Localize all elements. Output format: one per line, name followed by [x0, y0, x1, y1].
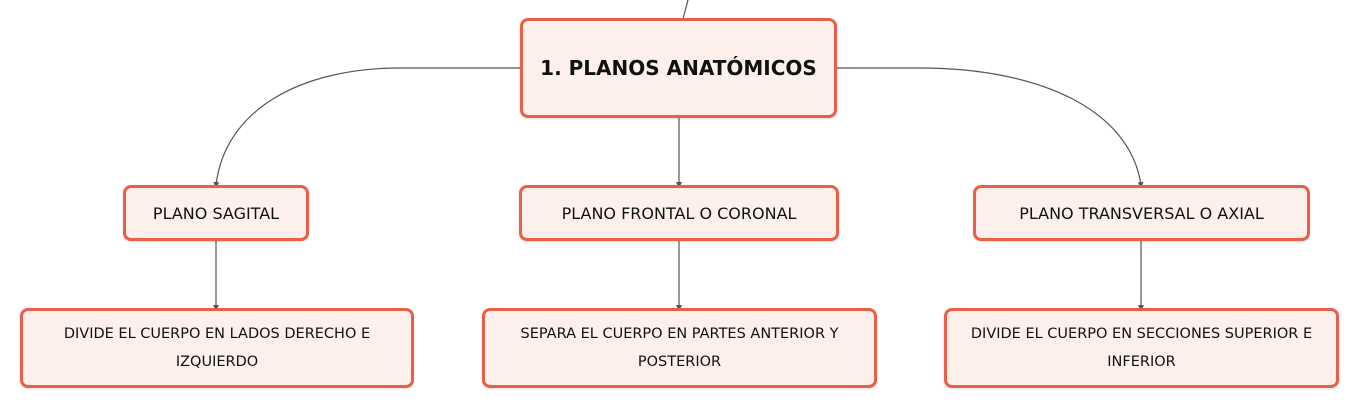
- plane-node-label: PLANO SAGITAL: [152, 203, 280, 223]
- root-node-label: 1. PLANOS ANATÓMICOS: [540, 56, 817, 80]
- description-text: SEPARA EL CUERPO EN PARTES ANTERIOR Y POSTERIOR: [520, 326, 839, 370]
- plane-node-frontal[interactable]: [519, 185, 839, 241]
- description-node-transversal[interactable]: [944, 308, 1339, 388]
- root-node[interactable]: [520, 18, 837, 118]
- connector-from-parent: [683, 0, 688, 19]
- description-text: DIVIDE EL CUERPO EN SECCIONES SUPERIOR E INFERIOR: [970, 326, 1313, 370]
- plane-node-label: PLANO FRONTAL O CORONAL: [561, 203, 797, 223]
- description-node-frontal[interactable]: [482, 308, 877, 388]
- description-text: DIVIDE EL CUERPO EN LADOS DERECHO E IZQUIERDO: [63, 326, 371, 370]
- connector-root-to-sagital: [216, 68, 520, 185]
- connector-root-to-transversal: [836, 68, 1141, 185]
- plane-node-sagital[interactable]: [123, 185, 309, 241]
- plane-node-transversal[interactable]: [973, 185, 1310, 241]
- description-node-sagital[interactable]: [20, 308, 414, 388]
- plane-node-label: PLANO TRANSVERSAL O AXIAL: [1019, 203, 1264, 223]
